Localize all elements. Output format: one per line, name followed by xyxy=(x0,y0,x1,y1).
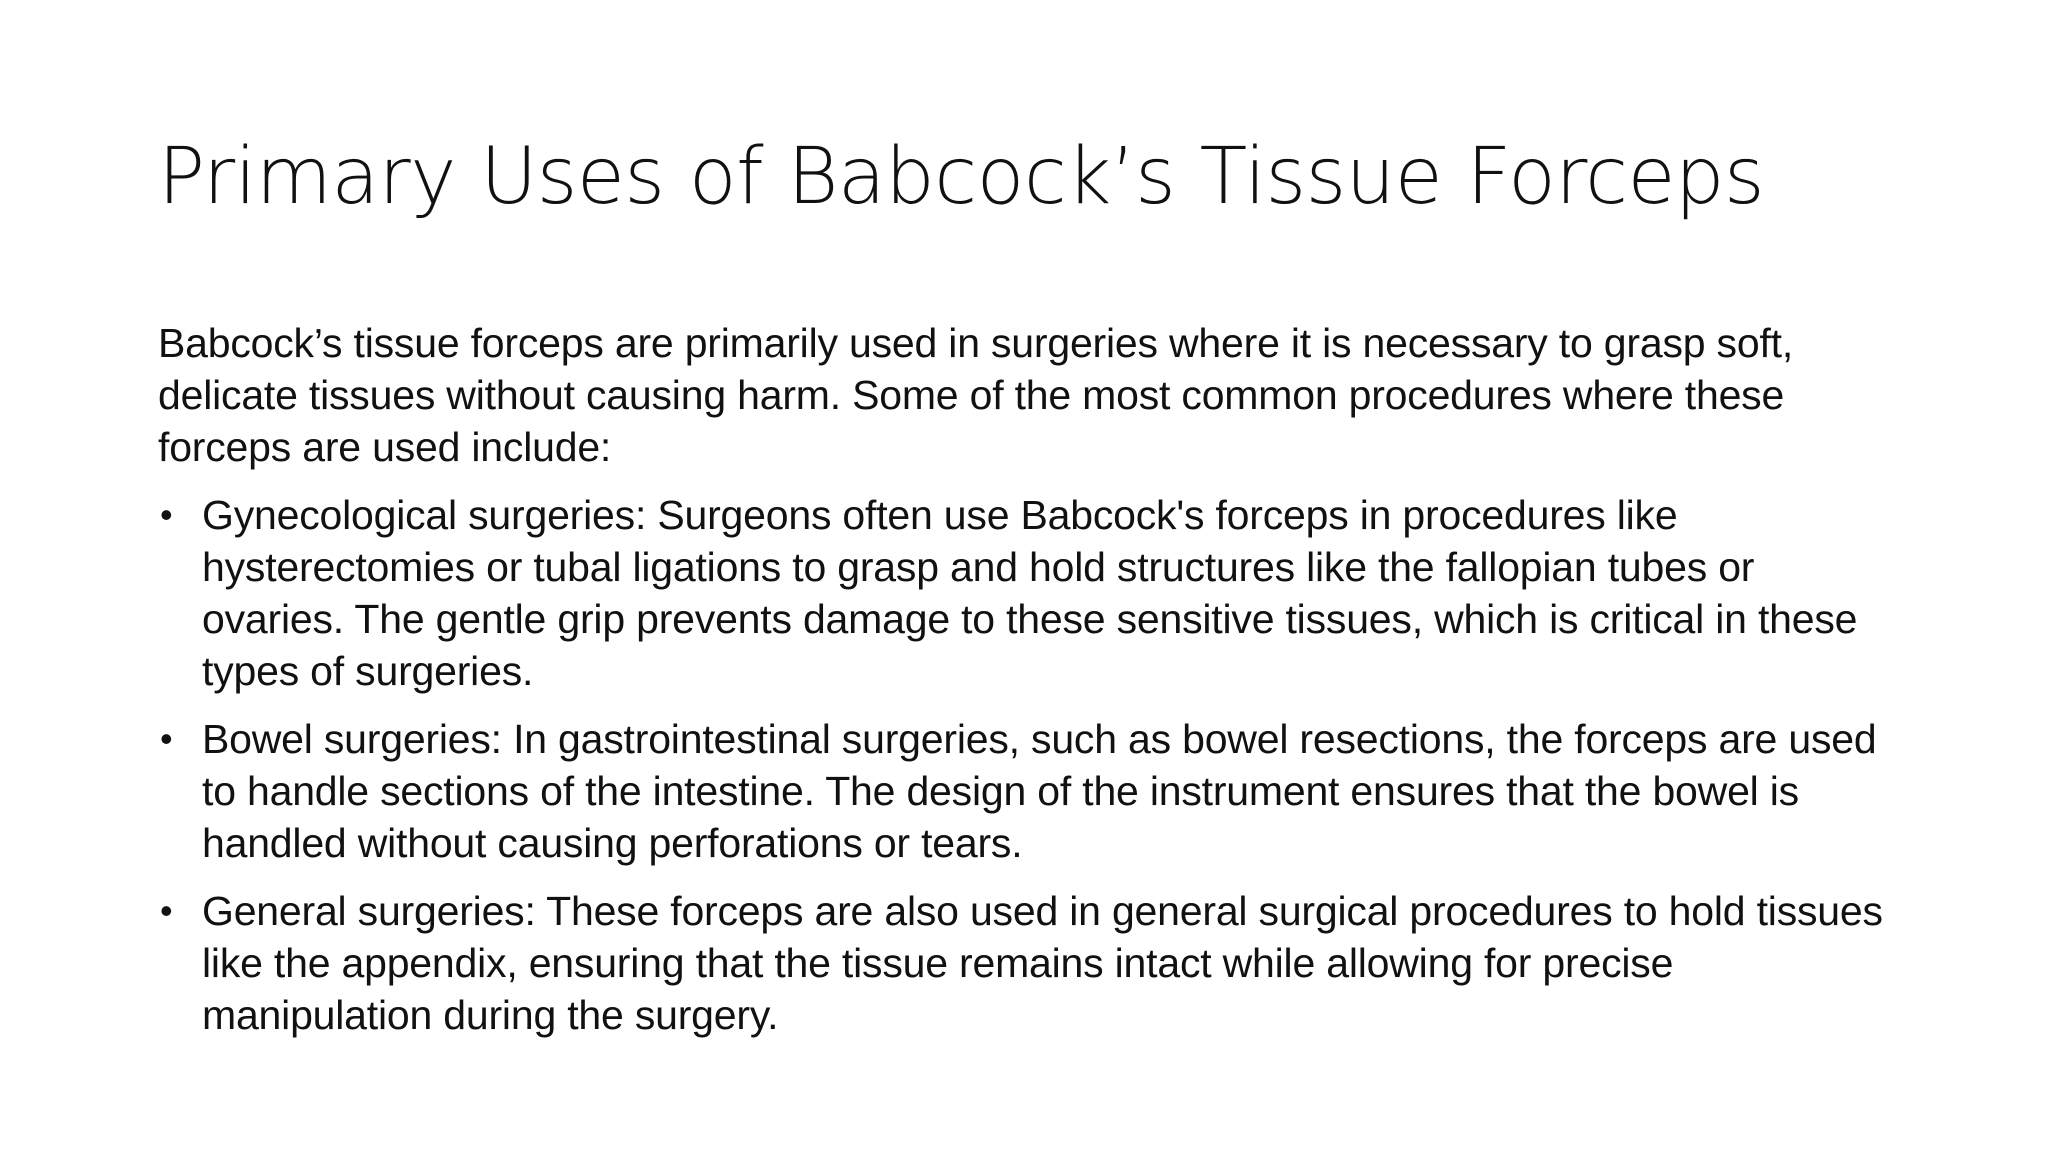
bullet-text: Bowel surgeries: In gastrointestinal surgeries, such as bowel resections, the forceps are used to handle sections of the intestine. The design of the instrument ensures that the bowel is handled without causing perforations or tears. xyxy=(202,716,1877,866)
bullet-icon: • xyxy=(160,890,173,931)
list-item xyxy=(158,885,1898,1041)
list-item xyxy=(158,713,1898,869)
intro-paragraph: Babcock’s tissue forceps are primarily used in surgeries where it is necessary to grasp soft, delicate tissues without causing harm. Some of the most common procedures where these forceps are used include: xyxy=(158,320,1794,470)
bullet-text: Gynecological surgeries: Surgeons often use Babcock's forceps in procedures like hysterectomies or tubal ligations to grasp and hold structures like the fallopian tubes or ovaries. The gentle grip prevents damage to these sensitive tissues, which is critical in these types of surgeries. xyxy=(202,492,1858,694)
list-item xyxy=(158,489,1898,697)
slide-title: Primary Uses of Babcock’s Tissue Forceps xyxy=(158,132,1765,222)
slide-body xyxy=(158,317,1898,1057)
bullet-icon: • xyxy=(160,494,173,535)
bullet-text: General surgeries: These forceps are also used in general surgical procedures to hold tissues like the appendix, ensuring that the tissue remains intact while allowing for precise manipulation during the surgery. xyxy=(202,888,1883,1038)
bullet-icon: • xyxy=(160,718,173,759)
bullet-list xyxy=(158,489,1898,1041)
